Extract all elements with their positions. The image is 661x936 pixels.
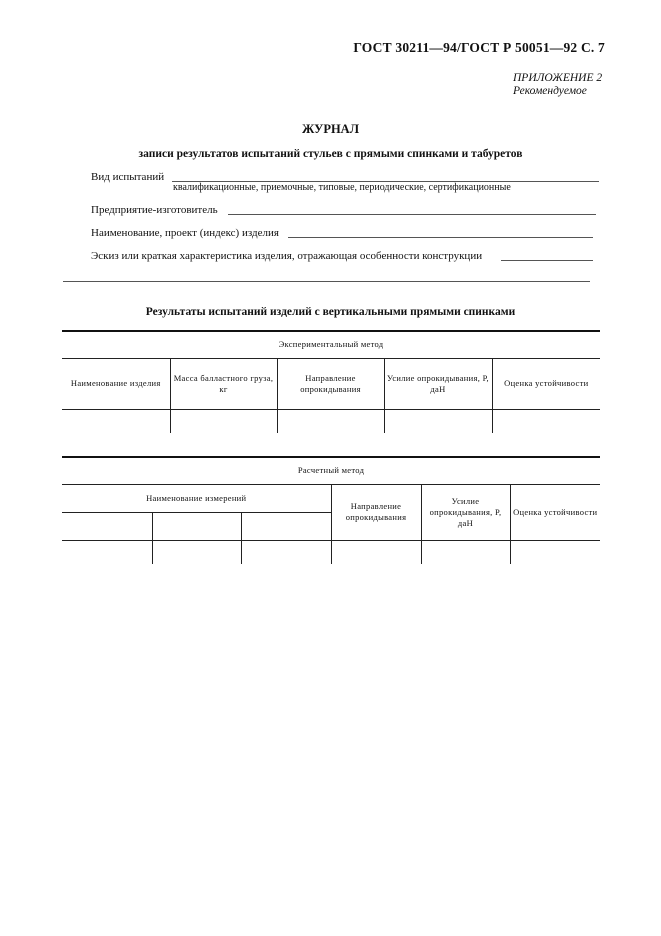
column-header: Усилие опрокидывания, Р, даН — [421, 484, 510, 540]
table-cell — [62, 512, 152, 540]
column-header: Наименование изделия — [62, 358, 170, 409]
table-cell — [331, 540, 421, 564]
column-header: Усилие опрокидывания, Р, даН — [384, 358, 492, 409]
column-header: Масса балластного груза, кг — [170, 358, 277, 409]
calculated-method-table — [62, 456, 600, 564]
journal-title: ЖУРНАЛ — [301, 122, 360, 136]
sketch-line-2 — [63, 281, 590, 282]
appendix-block — [513, 72, 602, 98]
table-cell — [170, 409, 277, 433]
column-header: Оценка устойчивости — [510, 484, 600, 540]
sketch-label: Эскиз или краткая характеристика изделия, отражающая особенности конструкции — [91, 250, 483, 262]
table-cell — [152, 512, 241, 540]
table-cell — [62, 409, 170, 433]
product-name-label: Наименование, проект (индекс) изделия — [91, 227, 279, 239]
table-row — [62, 540, 600, 564]
table-cell — [510, 540, 600, 564]
calculated-caption: Расчетный метод — [62, 457, 600, 484]
column-header: Направление опрокидывания — [331, 484, 421, 540]
manufacturer-line — [228, 214, 596, 215]
table-cell — [152, 540, 241, 564]
table-cell — [62, 540, 152, 564]
standard-code: ГОСТ 30211—94/ГОСТ Р 50051—92 С. 7 — [353, 40, 605, 55]
manufacturer-label: Предприятие-изготовитель — [91, 204, 218, 216]
experimental-method-table — [62, 330, 600, 433]
column-header: Наименование измерений — [146, 492, 247, 503]
results-section-title: Результаты испытаний изделий с вертикальными прямыми спинками — [145, 306, 516, 318]
test-type-hint: квалификационные, приемочные, типовые, периодические, сертификационные — [173, 182, 511, 193]
appendix-status: Рекомендуемое — [513, 85, 587, 97]
appendix-label: ПРИЛОЖЕНИЕ 2 — [513, 72, 603, 84]
test-type-label: Вид испытаний — [91, 171, 165, 183]
experimental-caption: Экспериментальный метод — [62, 331, 600, 358]
column-header: Направление опрокидывания — [277, 358, 384, 409]
table-cell — [384, 409, 492, 433]
table-cell — [492, 409, 600, 433]
table-row — [62, 409, 600, 433]
table-cell — [421, 540, 510, 564]
journal-subtitle: записи результатов испытаний стульев с прямыми спинками и табуретов — [138, 148, 523, 160]
table-cell — [241, 540, 331, 564]
product-name-line — [288, 237, 593, 238]
table-cell — [277, 409, 384, 433]
sketch-line — [501, 260, 593, 261]
column-header: Оценка устойчивости — [492, 358, 600, 409]
table-cell — [241, 512, 331, 540]
